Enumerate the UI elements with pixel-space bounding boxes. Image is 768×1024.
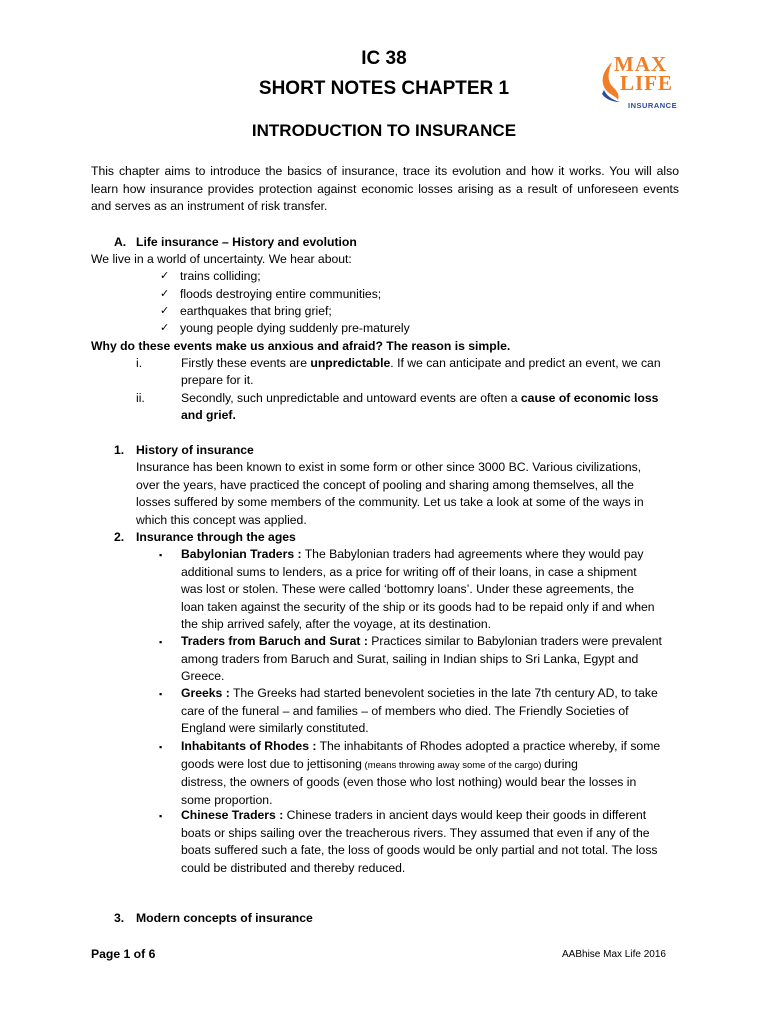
item-title: Chinese Traders : (181, 808, 284, 822)
text-line: Greece. (181, 669, 225, 683)
logo-word-life: LIFE (620, 71, 674, 95)
bullet-item (181, 633, 679, 686)
item-title: Inhabitants of Rhodes : (181, 739, 317, 753)
bullet-item (181, 546, 679, 634)
text-line: could be distributed and thereby reduced. (181, 860, 406, 875)
logo-word-max: MAX (614, 52, 668, 76)
bullet-item (181, 807, 679, 877)
checkmark-icon: ✓ (160, 322, 170, 334)
section-a-question: Why do these events make us anxious and afraid? The reason is simple. (91, 339, 511, 353)
bullet-icon: ▪ (159, 689, 163, 699)
reason-text: Secondly, such unpredictable and untoward events are often a (181, 391, 521, 405)
text-line: some proportion. (181, 792, 273, 807)
checkmark-icon: ✓ (160, 288, 170, 300)
reason-marker: i. (136, 356, 143, 370)
section-2-heading: Insurance through the ages (136, 530, 296, 544)
logo-word-insurance: INSURANCE (628, 101, 678, 110)
list-item: trains colliding; (180, 269, 261, 283)
bullet-icon: ▪ (159, 742, 163, 752)
reason-keyword: unpredictable (310, 356, 391, 370)
list-item: floods destroying entire communities; (180, 287, 382, 301)
text-line: additional sums to lenders, as a price for writing off of their loans, in case a shipment (181, 564, 637, 579)
section-2-marker: 2. (114, 530, 125, 544)
item-title: Greeks : (181, 686, 230, 700)
text-line: during (544, 756, 578, 771)
text-line: England were similarly constituted. (181, 721, 369, 735)
reason-line: and grief. (181, 408, 236, 422)
text-line: loan taken against the security of the ship or its goods had to be repaid only if and when (181, 599, 655, 614)
bullet-icon: ▪ (159, 811, 163, 821)
text-line: among traders from Baruch and Surat, sailing in Indian ships to Sri Lanka, Egypt and (181, 651, 639, 666)
reason-marker: ii. (136, 391, 145, 405)
bullet-item (181, 738, 679, 809)
doc-title: SHORT NOTES CHAPTER 1 (258, 78, 510, 99)
text-line: was lost or stolen. These were called ‘bottomry loans’. Under these agreements, the (181, 582, 634, 596)
reason-text: Firstly these events are (181, 356, 311, 370)
text-line: care of the funeral – and families – of members who died. The Friendly Societies of (181, 703, 629, 718)
aside-note: (means throwing away some of the cargo) (361, 759, 545, 771)
text-line: boats suffered such a fate, the loss of goods would be only partial and not total. The loss (181, 843, 658, 857)
text-line: which this concept was applied. (136, 512, 307, 527)
bullet-item (181, 685, 679, 738)
text-line: Insurance has been known to exist in some form or other since 3000 BC. Various civilizations, (136, 460, 642, 474)
footer-credit: AABhise Max Life 2016 (562, 949, 666, 960)
checkmark-icon: ✓ (160, 305, 170, 317)
text-line: distress, the owners of goods (even those who lost nothing) would bear the losses in (181, 775, 637, 789)
reason-line: prepare for it. (181, 373, 254, 387)
chapter-title: INTRODUCTION TO INSURANCE (251, 121, 517, 140)
section-1-body (136, 459, 679, 529)
text-line: The Greeks had started benevolent societies in the late 7th century AD, to take (229, 686, 658, 700)
section-a-marker: A. (114, 235, 127, 249)
list-item: young people dying suddenly pre-maturely (180, 321, 410, 335)
text-line: Practices similar to Babylonian traders were prevalent (367, 634, 662, 648)
list-item: earthquakes that bring grief; (180, 304, 332, 318)
text-line: boats or ships sailing over the treacherous rivers. They assumed that even if any of the (181, 825, 650, 840)
max-life-logo (598, 52, 684, 110)
reason-line (181, 355, 679, 373)
text-line: Chinese traders in ancient days would keep their goods in different (283, 808, 647, 822)
text-line: goods were lost due to jettisoning (181, 756, 362, 771)
doc-title-code: IC 38 (361, 48, 407, 69)
section-3-heading: Modern concepts of insurance (136, 911, 313, 925)
page-number: Page 1 of 6 (91, 947, 156, 961)
reason-line (181, 390, 679, 408)
checkmark-icon: ✓ (160, 270, 170, 282)
section-3-marker: 3. (114, 911, 125, 925)
text-line: the ship arrived safely, after the voyage, at its destination. (181, 617, 492, 631)
text-line: The inhabitants of Rhodes adopted a practice whereby, if some (316, 739, 661, 753)
bullet-icon: ▪ (159, 637, 163, 647)
intro-paragraph: This chapter aims to introduce the basics of insurance, trace its evolution and how it works. You will also learn how insurance provides protection against economic losses arising as a result of unforeseen events and serves as an instrument of risk transfer. (91, 164, 679, 213)
section-a-heading: Life insurance – History and evolution (136, 235, 357, 249)
text-line: over the years, have practiced the concept of pooling and sharing among themselves, all the (136, 477, 634, 492)
text-line: losses suffered by some members of the community. Let us take a look at some of the ways in (136, 495, 644, 509)
reason-keyword: cause of economic loss (520, 391, 659, 405)
bullet-icon: ▪ (159, 550, 163, 560)
item-title: Babylonian Traders : (181, 547, 302, 561)
section-a-lead: We live in a world of uncertainty. We hear about: (91, 252, 352, 266)
section-1-heading: History of insurance (136, 443, 254, 457)
item-title: Traders from Baruch and Surat : (181, 634, 368, 648)
section-1-marker: 1. (114, 443, 125, 457)
text-line: The Babylonian traders had agreements where they would pay (301, 547, 644, 561)
reason-text: . If we can anticipate and predict an event, we can (390, 356, 661, 370)
